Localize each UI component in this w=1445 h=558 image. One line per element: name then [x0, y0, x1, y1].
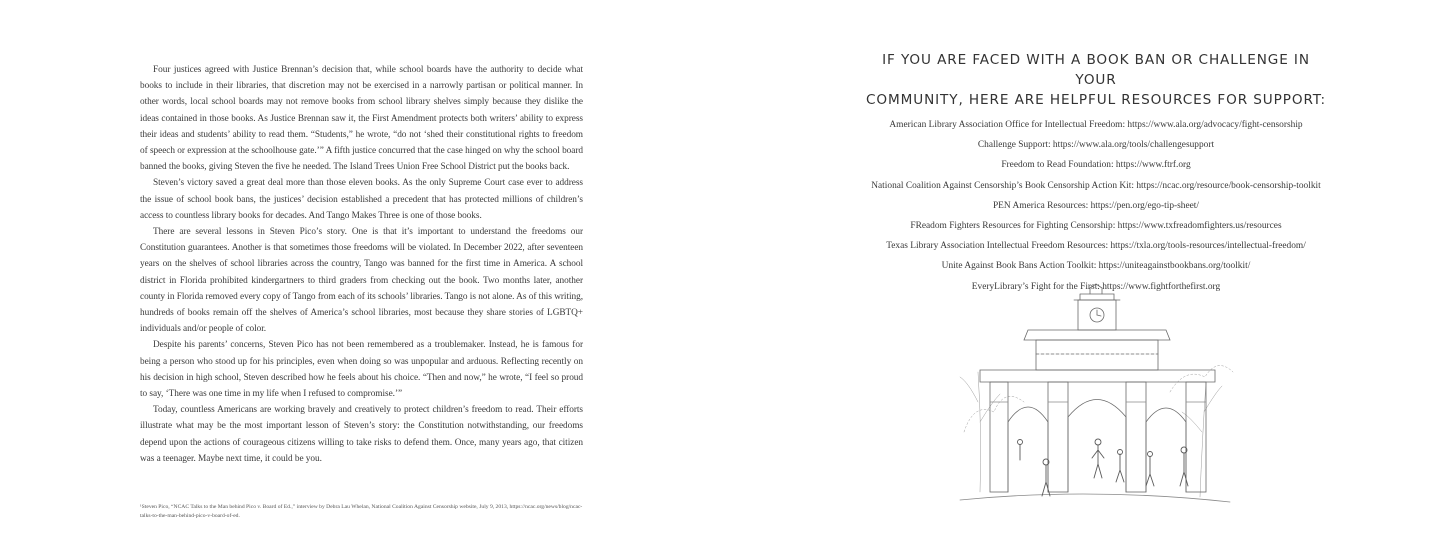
- resource-item: Unite Against Book Bans Action Toolkit: https://uniteagainstbookbans.org/toolkit/: [941, 261, 1251, 272]
- heading-line-1: IF YOU ARE FACED WITH A BOOK BAN OR CHALLENGE IN YOUR: [882, 52, 1310, 88]
- paragraph-5: Today, countless Americans are working bravely and creatively to protect children’s freedom to read. Their efforts illustrate what may be the most important lesson of Steven’s story: the Constitution notwithstanding, our freedoms depend upon the actions of courageous citizens willing to take risks to defend them. Once, many years ago, that citizen was a teenager. Maybe next time, it could be you.: [140, 405, 583, 464]
- trees-sketch: [960, 366, 1233, 497]
- heading-line-2: COMMUNITY, HERE ARE HELPFUL RESOURCES FOR SUPPORT:: [865, 92, 1326, 108]
- resource-list: [862, 119, 1330, 301]
- people-figures: [1018, 439, 1189, 496]
- resource-item: Texas Library Association Intellectual Freedom Resources: https://txla.org/tools-resources/intellectual-freedom/: [886, 241, 1306, 252]
- ground-line: [960, 494, 1230, 502]
- arch-building: [980, 330, 1215, 492]
- right-page-resources: [862, 50, 1330, 301]
- paragraph-2: Steven’s victory saved a great deal more than those eleven books. As the only Supreme Court case ever to address the issue of school book bans, the justices’ decision established a precedent that has protected millions of children’s access to countless library books for decades. And Tango Makes Three is one of those books.: [140, 178, 583, 221]
- paragraph-4: Despite his parents’ concerns, Steven Pico has not been remembered as a troublemaker. Instead, he is famous for being a person who stood up for his principles, even when doing so was unpopular and arduous. Reflecting recently on his decision in high school, Steven described how he feels about his choice. “Then and now,” he wrote, “I feel so proud to say, ‘There was one time in my life when I refused to compromise.’”: [140, 340, 583, 400]
- paragraph-3: There are several lessons in Steven Pico’s story. One is that it’s important to understand the freedoms our Constitution guarantees. Another is that sometimes those freedoms will be violated. In December 2022, after seventeen years on the shelves of school libraries across the country, Tango was banned for the first time in America. A school district in Florida prohibited kindergartners to third graders from checking out the book. Two months later, another county in Florida removed every copy of Tango from each of its schools’ libraries. Tango is not alone. As of this writing, hundreds of books remain off the shelves of America’s school libraries, most because they share stories of LGBTQ+ individuals and/or people of color.: [140, 227, 583, 335]
- resources-heading: [862, 50, 1330, 110]
- footnote: ¹Steven Pico, “NCAC Talks to the Man behind Pico v. Board of Ed.,” interview by Debra Lau Whelan, National Coalition Against Censorship website, July 9, 2013, https://ncac.org/news/blog/ncac-talks-to-the-man-behind-pico-v-board-of-ed.: [140, 504, 583, 519]
- resource-item: EveryLibrary’s Fight for the First: https://www.fightforthefirst.org: [971, 281, 1221, 292]
- gate-illustration-svg: [950, 282, 1235, 527]
- resource-item: National Coalition Against Censorship’s Book Censorship Action Kit: https://ncac.org/resource/book-censorship-toolkit: [871, 180, 1321, 191]
- resource-item: PEN America Resources: https://pen.org/ego-tip-sheet/: [992, 200, 1200, 211]
- resource-item: FReadom Fighters Resources for Fighting Censorship: https://www.txfreadomfighters.us/resources: [910, 220, 1282, 231]
- resource-item: Freedom to Read Foundation: https://www.ftrf.org: [1001, 160, 1191, 171]
- clock-tower: [1074, 284, 1120, 330]
- resource-item: American Library Association Office for Intellectual Freedom: https://www.ala.org/advocacy/fight-censorship: [889, 120, 1303, 130]
- school-gate-sketch: [950, 282, 1235, 527]
- left-page-body: [140, 62, 583, 467]
- resource-item: Challenge Support: https://www.ala.org/tools/challengesupport: [977, 140, 1215, 151]
- paragraph-1: Four justices agreed with Justice Brennan’s decision that, while school boards have the authority to decide what books to include in their libraries, that discretion may not be exercised in a narrowly partisan or political manner. In other words, local school boards may not remove books from school library shelves simply because they dislike the ideas contained in those books. As Justice Brennan saw it, the First Amendment protects both writers’ ability to express their ideas and students’ ability to read them. “Students,” he wrote, “do not ‘shed their constitutional rights to freedom of speech or expression at the schoolhouse gate.’” A fifth justice concurred that the case hinged on why the school board banned the books, giving Steven the five he needed. The Island Trees Union Free School District put the books back.: [140, 65, 583, 173]
